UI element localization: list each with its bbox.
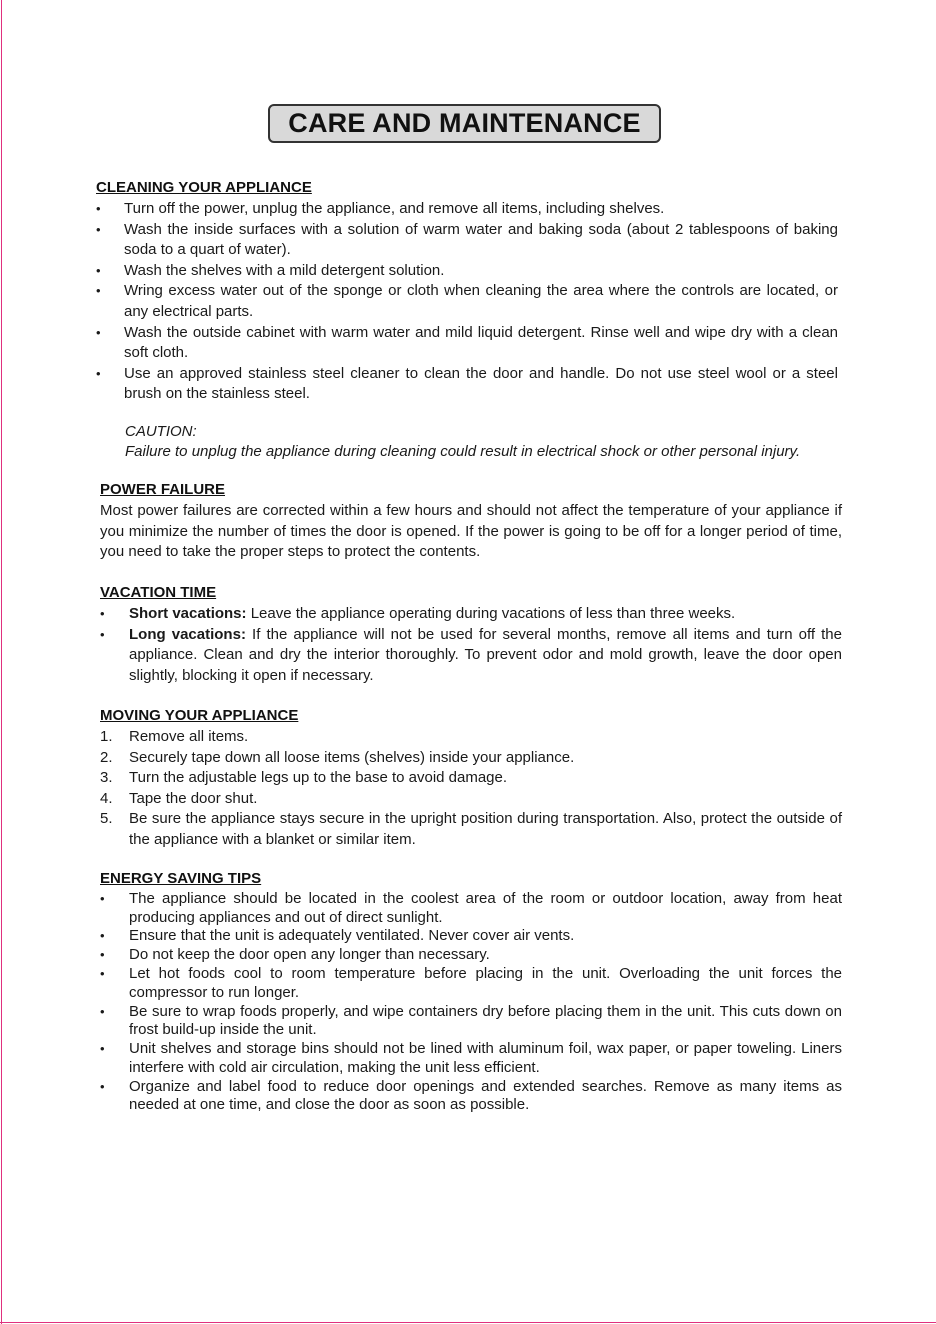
section-moving xyxy=(100,706,842,851)
bullet-icon xyxy=(96,364,116,385)
list-item: • Be sure to wrap foods properly, and wipe containers dry before placing them in the unit. This cuts down on frost build-up inside the unit. xyxy=(100,1003,842,1040)
bullet-icon xyxy=(100,1078,120,1097)
list-item: • Unit shelves and storage bins should not be lined with aluminum foil, wax paper, or paper toweling. Liners interfere with cold air circulation, making the unit less efficient. xyxy=(100,1040,842,1077)
section-heading-moving: MOVING YOUR APPLIANCE xyxy=(100,707,299,724)
bullet-icon xyxy=(100,1003,120,1022)
list-item: • Use an approved stainless steel cleaner to clean the door and handle. Do not use steel wool or a steel brush on the stainless steel. xyxy=(96,364,838,405)
list-item: • Long vacations: If the appliance will not be used for several months, remove all items and turn off the appliance. Clean and dry the interior thoroughly. To prevent odor and mold growth, leave the door open slightly, blocking it open if necessary. xyxy=(100,625,842,687)
list-item: 3. Turn the adjustable legs up to the base to avoid damage. xyxy=(100,769,508,787)
list-item: 1. Remove all items. xyxy=(100,728,249,745)
list-item: • Turn off the power, unplug the appliance, and remove all items, including shelves. xyxy=(96,199,838,220)
caution-note xyxy=(125,422,830,463)
page-title-box xyxy=(268,104,661,143)
bullet-icon xyxy=(100,625,120,646)
section-heading-cleaning: CLEANING YOUR APPLIANCE xyxy=(96,179,312,196)
list-item: • Wash the inside surfaces with a solution of warm water and baking soda (about 2 tablespoons of baking soda to a quart of water). xyxy=(96,220,838,261)
bullet-icon xyxy=(100,604,120,625)
section-heading-power: POWER FAILURE xyxy=(100,481,226,498)
list-item: • Organize and label food to reduce door openings and extended searches. Remove as many items as needed at one time, and close the door as soon as possible. xyxy=(100,1078,842,1115)
section-heading-vacation: VACATION TIME xyxy=(100,584,217,601)
list-item: • Wash the outside cabinet with warm water and mild liquid detergent. Rinse well and wipe dry with a clean soft cloth. xyxy=(96,323,838,364)
cleaning-list xyxy=(96,199,838,405)
section-heading-energy: ENERGY SAVING TIPS xyxy=(100,870,262,887)
moving-list xyxy=(100,727,842,851)
page-title: CARE AND MAINTENANCE xyxy=(288,108,641,138)
list-item: • Do not keep the door open any longer than necessary. xyxy=(100,946,842,965)
energy-list xyxy=(100,890,842,1115)
section-vacation xyxy=(100,583,842,686)
section-cleaning xyxy=(96,178,838,405)
bullet-icon xyxy=(96,220,116,241)
caution-label: CAUTION: xyxy=(125,423,197,440)
list-item: • Short vacations: Leave the appliance operating during vacations of less than three weeks. xyxy=(100,604,842,625)
bullet-icon xyxy=(96,281,116,302)
bullet-icon xyxy=(100,946,120,965)
list-item: • Let hot foods cool to room temperature before placing in the unit. Overloading the unit forces the compressor to run longer. xyxy=(100,965,842,1002)
bullet-icon xyxy=(100,890,120,909)
page-edge-bottom xyxy=(0,1322,936,1323)
bullet-icon xyxy=(96,261,116,282)
page-edge-left xyxy=(1,0,2,1324)
vacation-list xyxy=(100,604,842,686)
bullet-icon xyxy=(96,323,116,344)
list-item: • The appliance should be located in the coolest area of the room or outdoor location, away from heat producing appliances and out of direct sunlight. xyxy=(100,890,842,927)
bullet-icon xyxy=(100,1040,120,1059)
section-energy xyxy=(100,869,842,1115)
list-item: • Wring excess water out of the sponge or cloth when cleaning the area where the controls are located, or any electrical parts. xyxy=(96,281,838,322)
section-power-failure xyxy=(100,480,842,563)
list-item: 4. Tape the door shut. xyxy=(100,789,258,807)
bullet-icon xyxy=(100,927,120,946)
list-item: • Wash the shelves with a mild detergent solution. xyxy=(96,261,838,282)
power-failure-text: Most power failures are corrected within a few hours and should not affect the temperature of your appliance if you minimize the number of times the door is opened. If the power is going to be off for a longer period of time, you need to take the proper steps to protect the contents. xyxy=(100,502,842,561)
bullet-icon xyxy=(100,965,120,984)
caution-text: Failure to unplug the appliance during cleaning could result in electrical shock or other personal injury. xyxy=(125,443,801,461)
list-item: • Ensure that the unit is adequately ventilated. Never cover air vents. xyxy=(100,927,842,946)
bullet-icon xyxy=(96,199,116,220)
list-item: 2. Securely tape down all loose items (shelves) inside your appliance. xyxy=(100,748,575,766)
list-item: 5. Be sure the appliance stays secure in the upright position during transportation. Also, protect the outside of the appliance with a blanket or similar item. xyxy=(100,810,842,848)
